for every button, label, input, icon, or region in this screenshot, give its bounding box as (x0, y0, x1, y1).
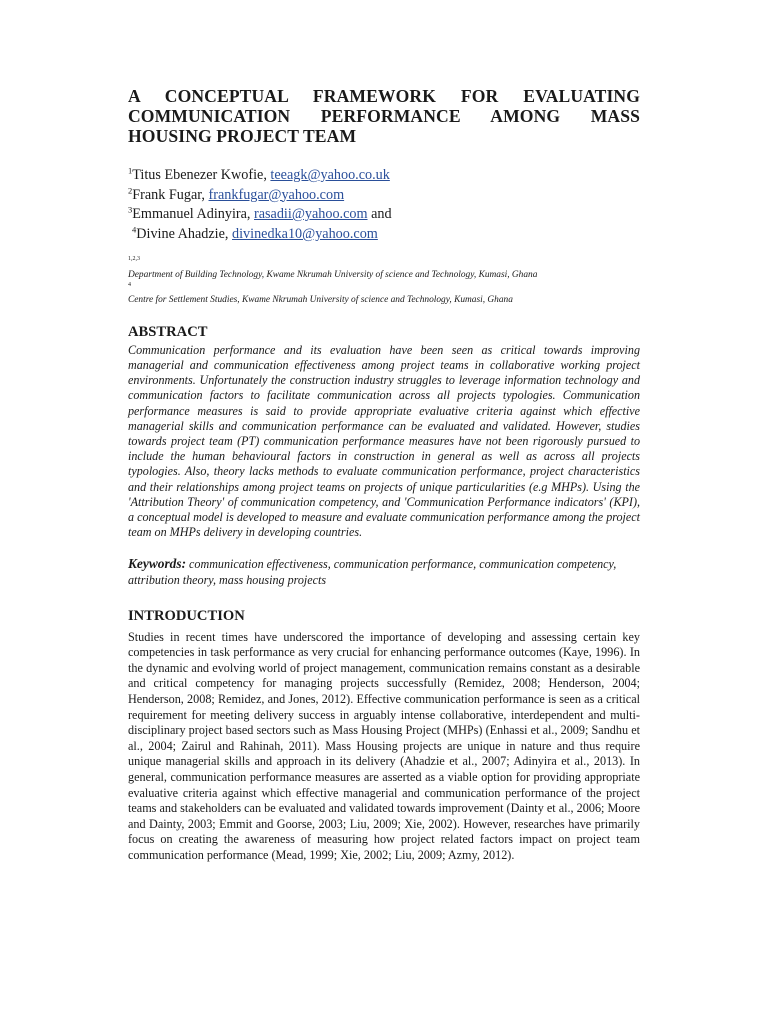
author-suffix: and (367, 206, 392, 223)
title-line: HOUSING PROJECT TEAM (128, 126, 357, 146)
author-email-link[interactable]: teeagk@yahoo.co.uk (270, 167, 390, 183)
affiliation-item (128, 256, 640, 281)
author-sup: 4 (132, 224, 137, 235)
affiliation-sup: 1,2,3 (128, 256, 140, 263)
author-name: Emmanuel Adinyira, (132, 206, 254, 223)
abstract-text: Communication performance and its evaluation have been seen as critical towards improving managerial and communication effectiveness among project teams in collaborative working project environments. Unfortunately the construction industry struggles to leverage information technology and communication factors to facilitate communication across all projects typologies. Communication performance measures is said to provide appropriate evaluative criteria against which effective managerial skills and communication performance can be evaluated and validated. However, studies towards project team (PT) communication performance measures have not been rigorously pursued to include the human behavioural factors in construction in general as well as across all projects typologies. Also, theory lacks methods to evaluate communication performance, project characteristics and their relationships among project teams on projects of unique particularities (e.g MHPs). Using the 'Attribution Theory' of communication competency, and 'Communication Performance indicators' (KPI), a conceptual model is developed to measure and evaluate communication performance among the project team on MHPs delivery in developing countries. (128, 342, 640, 540)
author-name: Titus Ebenezer Kwofie, (132, 167, 271, 183)
author-sup: 3 (128, 204, 133, 215)
affiliations (128, 256, 640, 306)
author-item (128, 186, 640, 206)
introduction-text: Studies in recent times have underscored the importance of developing and assessing certain key competencies in task performance as very crucial for enhancing performance outcomes (Kaye, 1996). In the dynamic and evolving world of project management, communication remains constant as a desirable and critical competency for managing projects successfully (Remidez, 2008; Henderson, 2004; Henderson, 2008; Remidez, and Jones, 2012). Effective communication performance is seen as a critical requirement for meeting delivery success in arguably intense collaborative, interdependent and multi-disciplinary project based sectors such as Mass Housing Project (MHPs) (Enhassi et al., 2009; Sandhu et al., 2004; Zairul and Rahinah, 2011). Mass Housing projects are unique in nature and thus require unique managerial skills and approach in its delivery (Ahadzie et al., 2007; Adinyira et al., 2013). In general, communication performance measures are asserted as a viable option for providing appropriate evaluative criteria against which effective managerial and communication performance of the project teams and stakeholders can be evaluated and validated towards improvement (Dainty et al., 2006; Moore and Dainty, 2003; Emmit and Goorse, 2003; Liu, 2009; Xie, 2002). However, researches have primarily focus on creating the awareness of measuring how project related factors impact on project team communication performance (Mead, 1999; Xie, 2002; Liu, 2009; Azmy, 2012). (128, 629, 640, 862)
affiliation-item (128, 282, 640, 307)
title-line: A CONCEPTUAL FRAMEWORK FOR EVALUATING (128, 86, 640, 106)
paper-title (128, 86, 640, 146)
author-name: Frank Fugar, (132, 186, 209, 203)
affiliation-text: Centre for Settlement Studies, Kwame Nkrumah University of science and Technology, Kumasi, Ghana (128, 295, 513, 306)
author-sup: 2 (128, 184, 133, 195)
abstract-heading: ABSTRACT (128, 323, 208, 340)
author-item (128, 166, 640, 186)
affiliation-sup: 4 (128, 281, 131, 288)
author-item (128, 205, 640, 225)
author-email-link[interactable]: rasadii@yahoo.com (254, 206, 368, 223)
introduction-heading: INTRODUCTION (128, 607, 245, 624)
author-list (128, 166, 640, 244)
keywords-text: communication effectiveness, communication performance, communication competency, attribution theory, mass housing projects (128, 557, 617, 587)
keywords (128, 556, 640, 588)
affiliation-text: Department of Building Technology, Kwame Nkrumah University of science and Technology, Kumasi, Ghana (128, 269, 538, 280)
author-email-link[interactable]: divinedka10@yahoo.com (232, 225, 378, 242)
author-name: Divine Ahadzie, (136, 225, 232, 242)
author-sup: 1 (128, 165, 133, 176)
author-item (128, 225, 640, 245)
title-line: COMMUNICATION PERFORMANCE AMONG MASS (128, 106, 640, 126)
author-email-link[interactable]: frankfugar@yahoo.com (208, 186, 345, 203)
paper-page (128, 86, 640, 863)
keywords-label: Keywords: (128, 556, 187, 572)
